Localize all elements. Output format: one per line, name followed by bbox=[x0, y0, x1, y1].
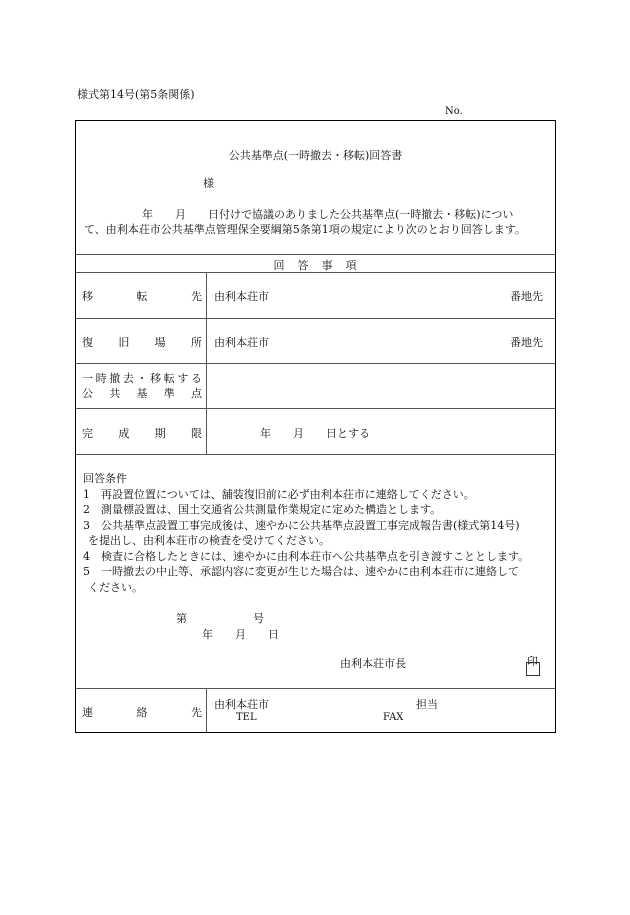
label-relocation: 移 転 先 bbox=[82, 290, 202, 303]
seal-label: 印 bbox=[527, 655, 538, 668]
conditions-heading: 回答条件 bbox=[83, 472, 127, 485]
contact-person-label: 担当 bbox=[416, 698, 438, 711]
contact-fax-label: FAX bbox=[383, 712, 404, 723]
column-divider bbox=[206, 688, 207, 732]
issuer-name: 由利本荘市長 bbox=[340, 657, 406, 670]
document-number-label: No. bbox=[445, 106, 463, 117]
label-target-benchmark: 一 時 撤 去 ・ 移 転 す る 公 共 基 準 点 bbox=[82, 372, 202, 400]
condition-line: ください。 bbox=[88, 581, 143, 594]
form-frame bbox=[75, 120, 556, 733]
divider bbox=[76, 408, 555, 409]
form-number-label: 様式第14号(第5条関係) bbox=[77, 88, 195, 101]
condition-line: を提出し、由利本荘市の検査を受けてください。 bbox=[88, 534, 330, 547]
condition-line: 4 検査に合格したときには、速やかに由利本荘市へ公共基準点を引き渡すこととします。 bbox=[83, 550, 530, 563]
intro-text-line-2: て、由利本荘市公共基準点管理保全要綱第5条第1項の規定により次のとおり回答します。 bbox=[84, 223, 526, 236]
divider bbox=[76, 318, 555, 319]
section-header: 回 答 事 項 bbox=[273, 259, 358, 272]
divider bbox=[76, 254, 555, 255]
label-contact: 連 絡 先 bbox=[82, 706, 202, 719]
contact-city: 由利本荘市 bbox=[214, 698, 269, 711]
condition-line: 3 公共基準点設置工事完成後は、速やかに公共基準点設置工事完成報告書(様式第14号) bbox=[83, 519, 520, 532]
label-completion-deadline: 完 成 期 限 bbox=[82, 427, 202, 440]
relocation-value: 由利本荘市 bbox=[214, 290, 269, 303]
divider bbox=[76, 688, 555, 689]
contact-tel-label: TEL bbox=[236, 712, 257, 723]
divider bbox=[76, 454, 555, 455]
document-title: 公共基準点(一時撤去・移転)回答書 bbox=[228, 149, 403, 162]
divider bbox=[76, 272, 555, 273]
relocation-suffix: 番地先 bbox=[510, 290, 543, 303]
divider bbox=[76, 363, 555, 364]
restoration-value: 由利本荘市 bbox=[214, 336, 269, 349]
condition-line: 1 再設置位置については、舗装復旧前に必ず由利本荘市に連絡してください。 bbox=[83, 488, 475, 501]
seal-box bbox=[526, 662, 540, 676]
condition-line: 2 測量標設置は、国土交通省公共測量作業規定に定めた構造とします。 bbox=[83, 503, 442, 516]
issue-date-line: 年 月 日 bbox=[202, 628, 279, 641]
restoration-suffix: 番地先 bbox=[510, 336, 543, 349]
condition-line: 5 一時撤去の中止等、承認内容に変更が生じた場合は、速やかに由利本荘市に連絡して bbox=[83, 565, 519, 578]
addressee-suffix: 様 bbox=[203, 177, 214, 190]
intro-text-line-1: 年 月 日付けで協議のありました公共基準点(一時撤去・移転)につい bbox=[142, 208, 514, 221]
completion-value: 年 月 日とする bbox=[260, 427, 370, 440]
issue-number-line: 第 号 bbox=[176, 612, 264, 625]
label-restoration: 復 旧 場 所 bbox=[82, 336, 202, 349]
